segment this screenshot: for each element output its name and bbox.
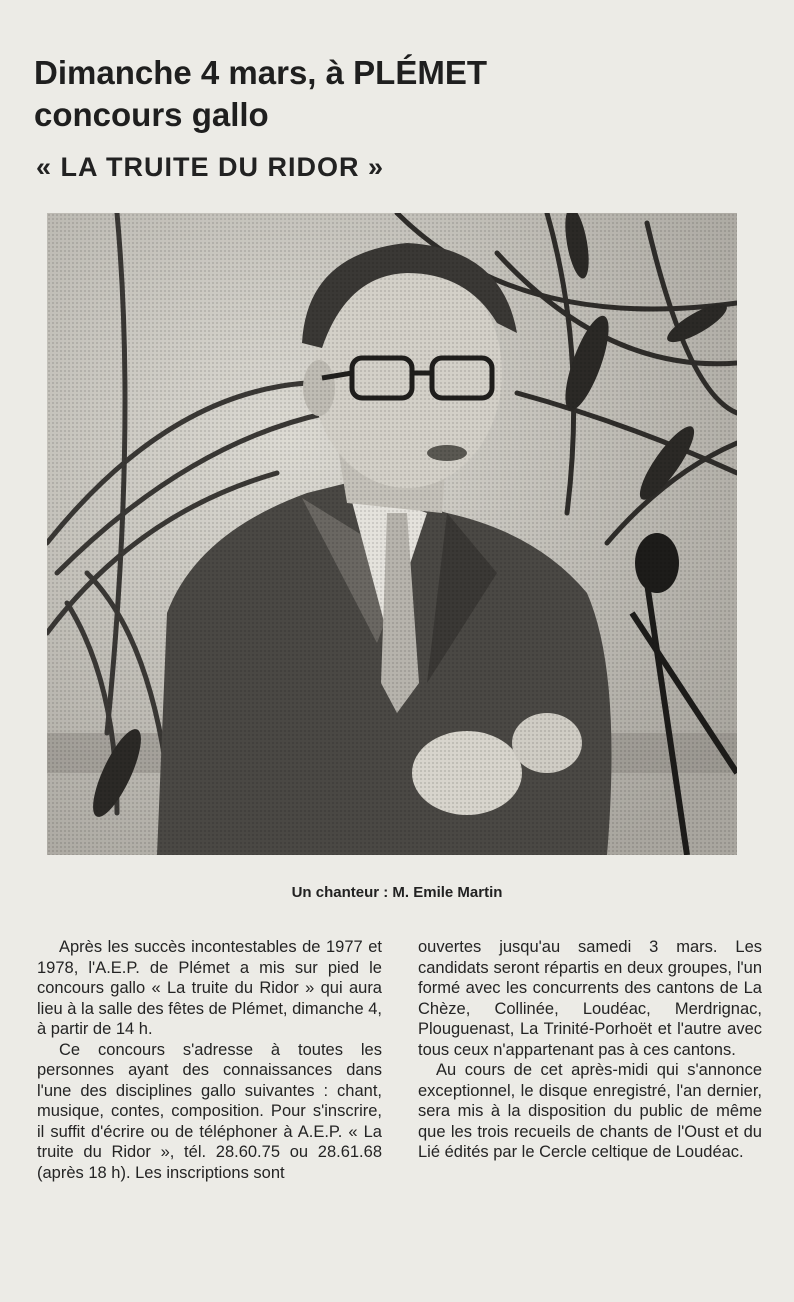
paragraph: Après les succès incontestables de 1977 et 1978, l'A.E.P. de Plémet a mis sur pied le concours gallo « La truite du Ridor » qui aura lieu à la salle des fêtes de Plémet, dimanche 4, à partir de 14 h. (37, 938, 382, 1038)
paragraph: ouvertes jusqu'au samedi 3 mars. Les candidats seront répartis en deux groupes, l'un formé avec les concurrents des cantons de La Chèze, Collinée, Loudéac, Merdrignac, Plouguenast, La Trinité-Porhoët et l'autre avec tous ceux n'appartenant pas à ces cantons. (418, 938, 762, 1059)
paragraph: Ce concours s'adresse à toutes les personnes ayant des connaissances dans l'une des disciplines gallo suivantes : chant, musique, contes, composition. Pour s'inscrire, il suffit d'écrire ou de téléphoner à A.E.P. « La truite du Ridor », tél. 28.60.75 ou 28.61.68 (après 18 h). Les inscriptions sont (37, 1040, 382, 1182)
headline-line-1: Dimanche 4 mars, à PLÉMET (34, 54, 487, 91)
headline-line-2: concours gallo (34, 96, 269, 133)
photo-caption: Un chanteur : M. Emile Martin (291, 884, 503, 901)
paragraph: Au cours de cet après-midi qui s'annonce exceptionnel, le disque enregistré, l'an dernier, sera mis à la disposition du public de même que les trois recueils de chants de l'Oust et du Lié édités par le Cercle celtique de Loudéac. (418, 1061, 762, 1161)
subheadline: « LA TRUITE DU RIDOR » (36, 152, 385, 182)
article-column-right (418, 937, 762, 1163)
headline (34, 52, 734, 136)
article-column-left (37, 937, 382, 1183)
portrait-photo (47, 213, 737, 855)
singer-photo-illustration (47, 213, 737, 855)
